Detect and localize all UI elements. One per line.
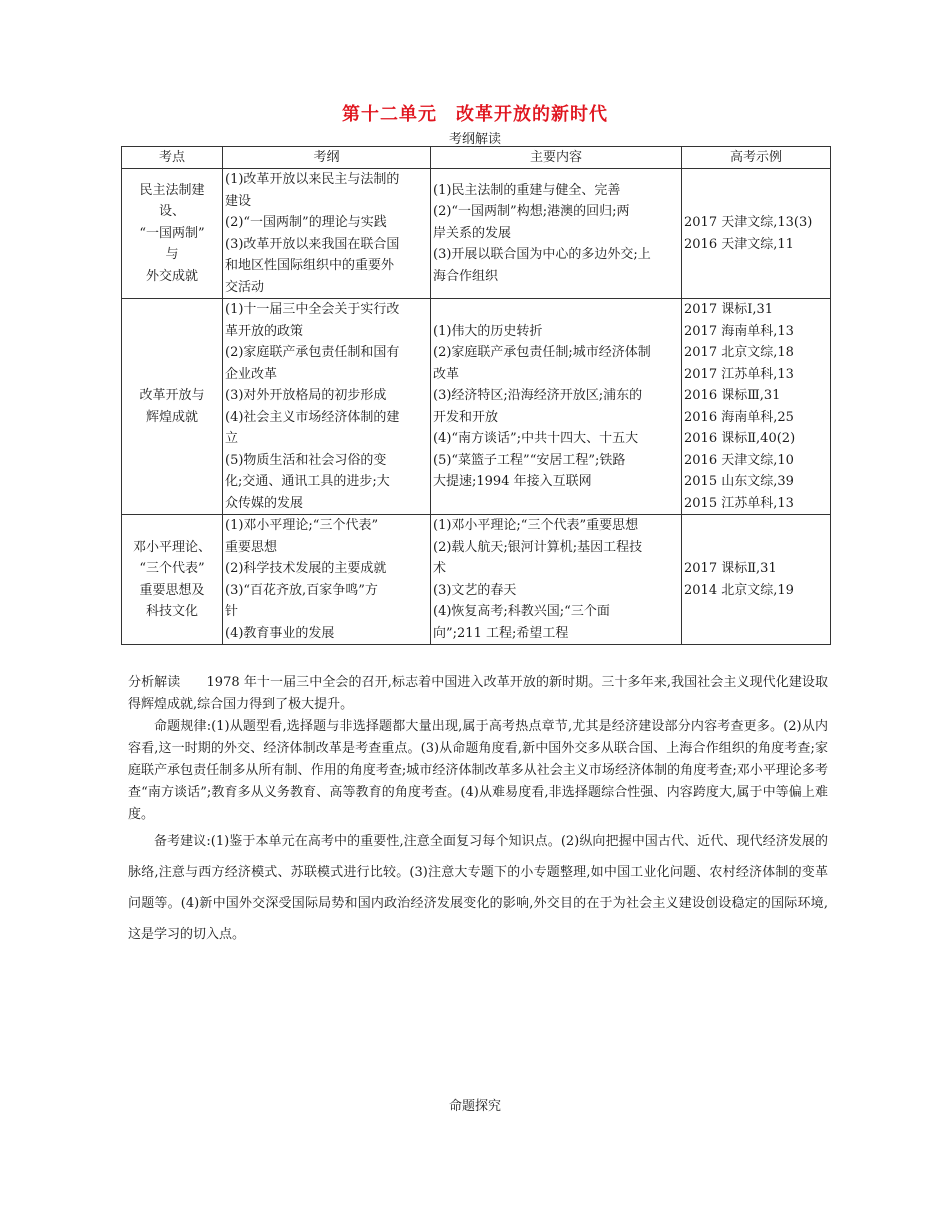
topic-line: “三个代表” bbox=[139, 561, 205, 576]
examples-line: 2016 海南单科,25 bbox=[684, 409, 794, 425]
topic-line: 设、 bbox=[158, 204, 185, 220]
topic-line: 民主法制建 bbox=[139, 182, 205, 198]
table-row bbox=[122, 515, 831, 645]
topic-line: “一国两制” bbox=[139, 225, 205, 241]
content-line: (1)伟大的历史转折 bbox=[433, 323, 543, 339]
examples-line: 2014 北京文综,19 bbox=[684, 582, 794, 598]
outline-line: 革开放的政策 bbox=[225, 323, 304, 339]
topic-line: 改革开放与 bbox=[139, 388, 205, 403]
outline-line: 建设 bbox=[225, 193, 252, 209]
content-line: 大提速;1994 年接入互联网 bbox=[433, 474, 592, 489]
outline-line: (2)家庭联产承包责任制和国有 bbox=[225, 345, 400, 360]
outline-line: (5)物质生活和社会习俗的变 bbox=[225, 452, 387, 468]
outline-line: 众传媒的发展 bbox=[225, 495, 304, 511]
section-subtitle: 考纲解读 bbox=[448, 132, 501, 147]
outline-line: 和地区性国际组织中的重要外 bbox=[225, 258, 395, 273]
outline-cell bbox=[223, 169, 431, 299]
content-line: 术 bbox=[433, 561, 447, 576]
header-outline: 考纲 bbox=[223, 147, 431, 169]
content-line: (2)载人航天;银河计算机;基因工程技 bbox=[433, 539, 643, 555]
examples-line: 2015 山东文综,39 bbox=[684, 474, 794, 489]
examples-line: 2017 江苏单科,13 bbox=[684, 366, 794, 382]
examples-line: 2017 课标Ⅱ,31 bbox=[684, 561, 777, 576]
table-row bbox=[122, 299, 831, 515]
topic-line: 重要思想及 bbox=[139, 582, 205, 598]
outline-line: (3)“百花齐放,百家争鸣”方 bbox=[225, 582, 378, 598]
content-cell bbox=[431, 515, 682, 645]
outline-line: (4)社会主义市场经济体制的建 bbox=[225, 409, 400, 425]
content-line: (5)“菜篮子工程”“安居工程”;铁路 bbox=[433, 452, 626, 468]
content-line: (2)“一国两制”构想;港澳的回归;两 bbox=[433, 204, 630, 220]
examples-line: 2015 江苏单科,13 bbox=[684, 495, 794, 511]
examples-line: 2017 海南单科,13 bbox=[684, 323, 794, 339]
analysis-advice: 备考建议:(1)鉴于本单元在高考中的重要性,注意全面复习每个知识点。(2)纵向把握中国古代、近代、现代经济发展的脉络,注意与西方经济模式、苏联模式进行比较。(3)注意大专题下的小专题整理,如中国工业化问题、农村经济体制的变革问题等。(4)新中国外交深受国际局势和国内政治经济发展变化的影响,外交目的在于为社会主义建设创设稳定的国际环境,这是学习的切入点。 bbox=[128, 834, 828, 942]
content-line: 岸关系的发展 bbox=[433, 225, 512, 241]
content-line: 开发和开放 bbox=[433, 409, 499, 425]
examples-line: 2016 课标Ⅱ,40(2) bbox=[684, 431, 796, 446]
topic-line: 外交成就 bbox=[145, 268, 198, 284]
analysis-section bbox=[128, 672, 828, 950]
outline-line: 针 bbox=[225, 604, 239, 619]
content-line: 海合作组织 bbox=[433, 268, 499, 284]
footer-heading: 命题探究 bbox=[448, 1099, 501, 1114]
topic-line: 辉煌成就 bbox=[145, 409, 198, 425]
outline-line: (1)改革开放以来民主与法制的 bbox=[225, 172, 400, 187]
content-line: 向”;211 工程;希望工程 bbox=[433, 625, 569, 641]
content-cell bbox=[431, 299, 682, 515]
analysis-rules: 命题规律:(1)从题型看,选择题与非选择题都大量出现,属于高考热点章节,尤其是经济建设部分内容考查更多。(2)从内容看,这一时期的外交、经济体制改革是考查重点。(3)从命题角度看,新中国外交多从联合国、上海合作组织的角度考查;家庭联产承包责任制多从所有制、作用的角度考查;城市经济体制改革多从社会主义市场经济体制的角度考查;邓小平理论多考查“南方谈话”;教育多从义务教育、高等教育的角度考查。(4)从难易度看,非选择题综合性强、内容跨度大,属于中等偏上难度。 bbox=[128, 719, 828, 822]
content-line: (3)开展以联合国为中心的多边外交;上 bbox=[433, 247, 651, 263]
outline-line: (2)科学技术发展的主要成就 bbox=[225, 561, 387, 576]
outline-line: 交活动 bbox=[225, 279, 265, 295]
content-cell bbox=[431, 169, 682, 299]
content-line: (4)恢复高考;科教兴国;“三个面 bbox=[433, 604, 610, 619]
outline-line: 企业改革 bbox=[225, 366, 278, 382]
topic-cell bbox=[122, 299, 223, 515]
examples-line: 2016 课标Ⅲ,31 bbox=[684, 388, 781, 403]
content-line: (3)经济特区;沿海经济开放区;浦东的 bbox=[433, 388, 643, 403]
content-line: (4)“南方谈话”;中共十四大、十五大 bbox=[433, 431, 639, 446]
content-line: 改革 bbox=[433, 366, 460, 382]
outline-line: 重要思想 bbox=[225, 539, 278, 555]
outline-line: (1)十一届三中全会关于实行改 bbox=[225, 302, 400, 317]
outline-line: 化;交通、通讯工具的进步;大 bbox=[225, 474, 390, 489]
examples-line: 2017 北京文综,18 bbox=[684, 345, 794, 360]
outline-line: (4)教育事业的发展 bbox=[225, 625, 335, 641]
examples-cell bbox=[682, 515, 831, 645]
outline-cell bbox=[223, 299, 431, 515]
examples-line: 2016 天津文综,11 bbox=[684, 236, 794, 252]
content-line: (1)民主法制的重建与健全、完善 bbox=[433, 182, 621, 198]
outline-line: (3)对外开放格局的初步形成 bbox=[225, 388, 387, 403]
examples-line: 2017 天津文综,13(3) bbox=[684, 215, 813, 230]
topic-line: 邓小平理论、 bbox=[132, 539, 211, 555]
topic-cell bbox=[122, 169, 223, 299]
outline-cell bbox=[223, 515, 431, 645]
content-line: (2)家庭联产承包责任制;城市经济体制 bbox=[433, 345, 651, 360]
content-line: (3)文艺的春天 bbox=[433, 582, 517, 598]
examples-cell bbox=[682, 169, 831, 299]
topic-line: 与 bbox=[165, 247, 179, 263]
topic-cell bbox=[122, 515, 223, 645]
table-row bbox=[122, 169, 831, 299]
syllabus-table bbox=[121, 146, 831, 645]
table-header-row bbox=[122, 147, 831, 169]
outline-line: (2)“一国两制”的理论与实践 bbox=[225, 215, 387, 230]
content-line: (1)邓小平理论;“三个代表”重要思想 bbox=[433, 518, 639, 533]
examples-cell bbox=[682, 299, 831, 515]
topic-line: 科技文化 bbox=[145, 604, 198, 619]
analysis-intro: 分析解读 1978 年十一届三中全会的召开,标志着中国进入改革开放的新时期。三十多年来,我国社会主义现代化建设取得辉煌成就,综合国力得到了极大提升。 bbox=[128, 675, 828, 712]
examples-line: 2017 课标Ⅰ,31 bbox=[684, 302, 774, 317]
outline-line: (3)改革开放以来我国在联合国 bbox=[225, 236, 400, 252]
examples-line: 2016 天津文综,10 bbox=[684, 452, 794, 468]
header-content: 主要内容 bbox=[431, 147, 682, 169]
outline-line: (1)邓小平理论;“三个代表” bbox=[225, 518, 379, 533]
outline-line: 立 bbox=[225, 431, 239, 446]
header-topic: 考点 bbox=[122, 147, 223, 169]
unit-title: 第十二单元 改革开放的新时代 bbox=[342, 104, 608, 125]
header-examples: 高考示例 bbox=[682, 147, 831, 169]
